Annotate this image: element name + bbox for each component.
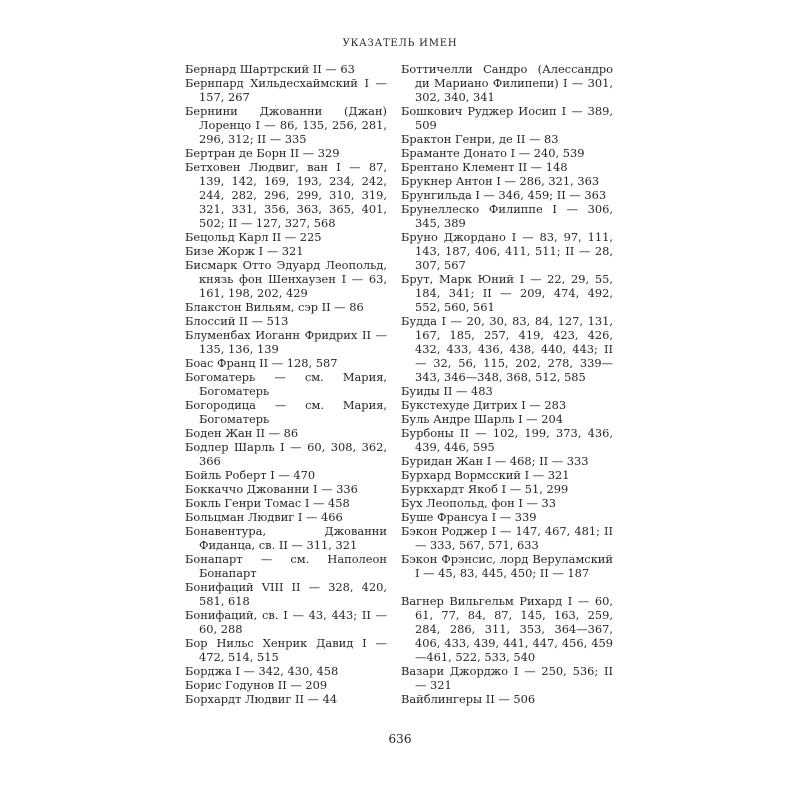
index-entry: Борис Годунов II — 209 bbox=[185, 678, 328, 692]
index-entry: Буль Андре Шарль I — 204 bbox=[401, 412, 564, 426]
index-entry: Брунеллеско Филиппе I — 306, 345, 389 bbox=[401, 202, 613, 230]
index-entry: Блуменбах Иоганн Фридрих II — 135, 136, 139 bbox=[185, 328, 387, 356]
index-entry: Бэкон Роджер I — 147, 467, 481; II — 333, 567, 571, 633 bbox=[401, 524, 613, 552]
index-entry: Бизе Жорж I — 321 bbox=[185, 244, 304, 258]
index-entry: Бодлер Шарль I — 60, 308, 362, 366 bbox=[185, 440, 387, 468]
index-entry: Буиды II — 483 bbox=[401, 384, 493, 398]
page-number: 636 bbox=[388, 732, 412, 746]
index-entry: Бецольд Карл II — 225 bbox=[185, 230, 322, 244]
index-entry: Боас Франц II — 128, 587 bbox=[185, 356, 338, 370]
running-head: УКАЗАТЕЛЬ ИМЕН bbox=[342, 38, 458, 49]
index-entry: Больцман Людвиг I — 466 bbox=[185, 510, 343, 524]
index-entry: Бонавентура, Джованни Фиданца, св. II — 311, 321 bbox=[185, 524, 387, 552]
index-entry: Бонапарт — см. Наполеон Бонапарт bbox=[185, 552, 387, 580]
index-entry: Бернини Джованни (Джан) Лоренцо I — 86, 135, 256, 281, 296, 312; II — 335 bbox=[185, 104, 387, 146]
index-column-left bbox=[185, 62, 387, 706]
index-entry: Бошкович Руджер Иосип I — 389, 509 bbox=[401, 104, 613, 132]
index-entry: Бонифаций, св. I — 43, 443; II — 60, 288 bbox=[185, 608, 387, 636]
index-entry: Богородица — см. Мария, Богоматерь bbox=[185, 398, 387, 426]
index-entry: Буридан Жан I — 468; II — 333 bbox=[401, 454, 589, 468]
index-entry: Бернпард Хильдесхаймский I — 157, 267 bbox=[185, 76, 387, 104]
index-entry: Бетховен Людвиг, ван I — 87, 139, 142, 169, 193, 234, 242, 244, 282, 296, 299, 310, 319, 321, 331, 356, 363, 365, 401, 502; II — 127, 327, 568 bbox=[185, 160, 387, 230]
index-entry: Блоссий II — 513 bbox=[185, 314, 289, 328]
index-entry: Бисмарк Отто Эдуард Леопольд, князь фон Шенхаузен I — 63, 161, 198, 202, 429 bbox=[185, 258, 387, 300]
index-entry: Бруно Джордано I — 83, 97, 111, 143, 187, 406, 411, 511; II — 28, 307, 567 bbox=[401, 230, 613, 272]
index-entry: Бурхард Вормсский I — 321 bbox=[401, 468, 570, 482]
index-entry: Браманте Донато I — 240, 539 bbox=[401, 146, 585, 160]
index-entry: Боккаччо Джованни I — 336 bbox=[185, 482, 358, 496]
index-entry: Брентано Клемент II — 148 bbox=[401, 160, 568, 174]
index-entry: Богоматерь — см. Мария, Богоматерь bbox=[185, 370, 387, 398]
index-entry: Боттичелли Сандро (Алессандро ди Мариано Филипепи) I — 301, 302, 340, 341 bbox=[401, 62, 613, 104]
index-entry: Борхардт Людвиг II — 44 bbox=[185, 692, 338, 706]
index-entry: Бурбоны II — 102, 199, 373, 436, 439, 446, 595 bbox=[401, 426, 613, 454]
index-entry: Бойль Роберт I — 470 bbox=[185, 468, 316, 482]
index-entry: Букстехуде Дитрих I — 283 bbox=[401, 398, 567, 412]
index-entry: Блакстон Вильям, сэр II — 86 bbox=[185, 300, 364, 314]
index-entry: Вазари Джорджо I — 250, 536; II — 321 bbox=[401, 664, 613, 692]
index-entry: Брунгильда I — 346, 459; II — 363 bbox=[401, 188, 607, 202]
index-entry: Борджа I — 342, 430, 458 bbox=[185, 664, 339, 678]
index-entry: Бокль Генри Томас I — 458 bbox=[185, 496, 350, 510]
index-entry: Боден Жан II — 86 bbox=[185, 426, 299, 440]
index-column-right bbox=[401, 62, 613, 706]
index-entry: Брактон Генри, де II — 83 bbox=[401, 132, 559, 146]
index-entry: Бонифаций VIII II — 328, 420, 581, 618 bbox=[185, 580, 387, 608]
index-entry: Вайблингеры II — 506 bbox=[401, 692, 536, 706]
index-entry: Бернард Шартрский II — 63 bbox=[185, 62, 355, 76]
index-entry: Бух Леопольд, фон I — 33 bbox=[401, 496, 556, 510]
index-entry: Брукнер Антон I — 286, 321, 363 bbox=[401, 174, 600, 188]
index-entry: Буше Франсуа I — 339 bbox=[401, 510, 537, 524]
index-entry: Буркхардт Якоб I — 51, 299 bbox=[401, 482, 569, 496]
index-entry: Бертран де Борн II — 329 bbox=[185, 146, 340, 160]
index-entry: Бэкон Фрэнсис, лорд Веруламский I — 45, 83, 445, 450; II — 187 bbox=[401, 552, 613, 580]
index-entry: Вагнер Вильгельм Рихард I — 60, 61, 77, 84, 87, 145, 163, 259, 284, 286, 311, 353, 364—367, 406, 433, 439, 441, 447, 456, 459—461, 522, 533, 540 bbox=[401, 594, 613, 664]
index-entry: Будда I — 20, 30, 83, 84, 127, 131, 167, 185, 257, 419, 423, 426, 432, 433, 436, 438, 440, 443; II — 32, 56, 115, 202, 278, 339—343, 346—348, 368, 512, 585 bbox=[401, 314, 613, 384]
index-entry: Бор Нильс Хенрик Давид I — 472, 514, 515 bbox=[185, 636, 387, 664]
index-entry: Брут, Марк Юний I — 22, 29, 55, 184, 341; II — 209, 474, 492, 552, 560, 561 bbox=[401, 272, 613, 314]
